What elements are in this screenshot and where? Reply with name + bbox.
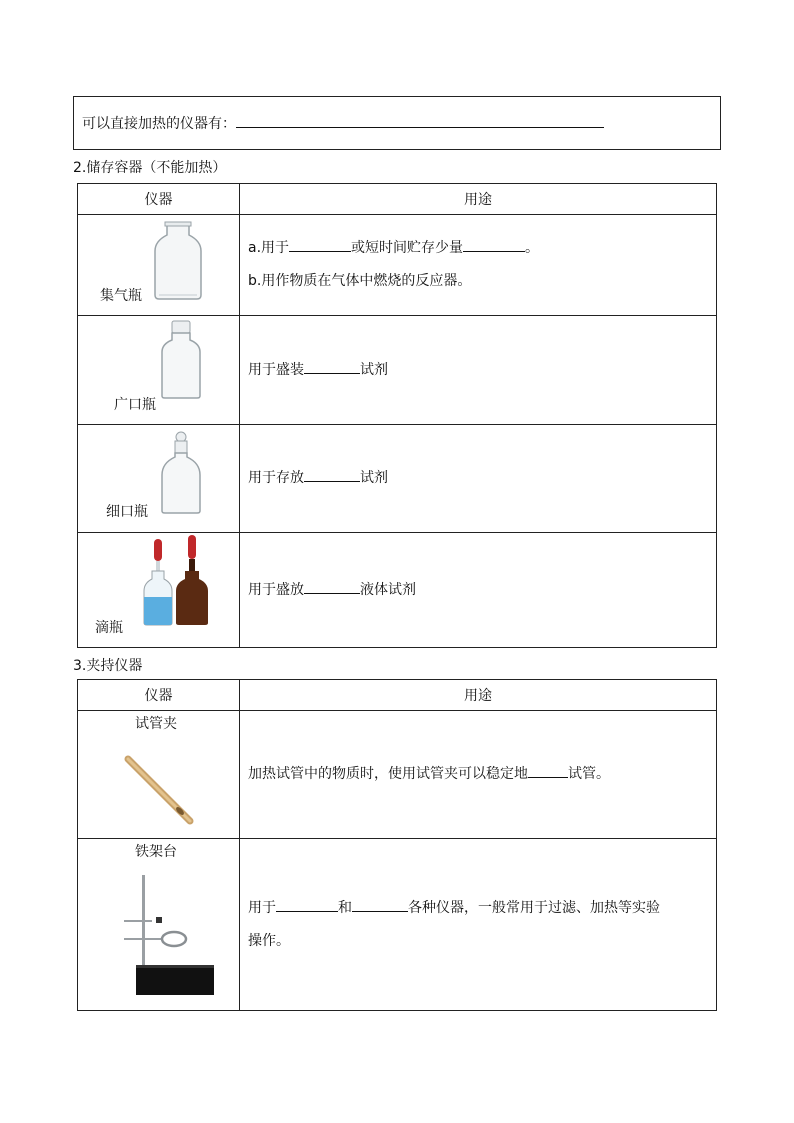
table-row (78, 215, 717, 316)
storage-container-table (77, 183, 717, 648)
use-cell (240, 839, 717, 1011)
answer-blank[interactable] (276, 896, 338, 912)
instrument-cell (78, 425, 240, 533)
instrument-cell (78, 215, 240, 316)
answer-blank[interactable] (528, 762, 568, 778)
instrument-name: 滴瓶 (95, 620, 123, 636)
use-cell: 用于盛放 液体试剂 (240, 533, 717, 648)
col-header-instrument: 仪器 (78, 680, 240, 711)
section3-heading: 3.夹持仪器 (73, 658, 143, 674)
instrument-name: 试管夹 (135, 716, 177, 732)
instrument-name: 集气瓶 (100, 288, 142, 304)
test-tube-holder-icon (122, 753, 198, 829)
section2-heading: 2.储存容器（不能加热） (73, 160, 227, 176)
instrument-name: 广口瓶 (114, 397, 156, 413)
use-cell (240, 215, 717, 316)
dropper-bottles-icon (140, 535, 210, 627)
answer-blank[interactable] (289, 236, 351, 252)
answer-blank[interactable] (304, 578, 360, 594)
narrow-mouth-bottle-icon (160, 431, 202, 515)
col-header-instrument: 仪器 (78, 184, 240, 215)
table-row (78, 711, 717, 839)
use-cell: 加热试管中的物质时，使用试管夹可以稳定地 试管。 (240, 711, 717, 839)
instrument-name: 铁架台 (135, 844, 177, 860)
heatable-instruments-line (82, 112, 604, 133)
answer-blank[interactable] (236, 112, 604, 128)
holding-instrument-table (77, 679, 717, 1011)
use-line: 操作。 (248, 932, 290, 949)
table-row (78, 425, 717, 533)
heatable-instruments-label: 可以直接加热的仪器有： (82, 116, 236, 132)
use-line-a: a.用于 或短时间贮存少量 。 (248, 232, 716, 265)
instrument-cell (78, 839, 240, 1011)
wide-mouth-bottle-icon (160, 320, 202, 400)
answer-blank[interactable] (463, 236, 525, 252)
instrument-name: 细口瓶 (106, 504, 148, 520)
instrument-cell (78, 533, 240, 648)
heatable-instruments-box (73, 96, 721, 150)
table-row (78, 533, 717, 648)
col-header-use: 用途 (240, 184, 717, 215)
use-cell: 用于盛装 试剂 (240, 316, 717, 425)
use-line: 用于 和 各种仪器，一般常用于过滤、加热等实验 (248, 892, 716, 925)
instrument-cell (78, 316, 240, 425)
iron-stand-icon (122, 873, 218, 999)
use-line-b: b.用作物质在气体中燃烧的反应器。 (248, 273, 472, 289)
answer-blank[interactable] (304, 358, 360, 374)
answer-blank[interactable] (352, 896, 408, 912)
table-row (78, 839, 717, 1011)
use-cell: 用于存放 试剂 (240, 425, 717, 533)
table-row (78, 316, 717, 425)
gas-collecting-bottle-icon (153, 221, 203, 301)
answer-blank[interactable] (304, 466, 360, 482)
col-header-use: 用途 (240, 680, 717, 711)
instrument-cell (78, 711, 240, 839)
